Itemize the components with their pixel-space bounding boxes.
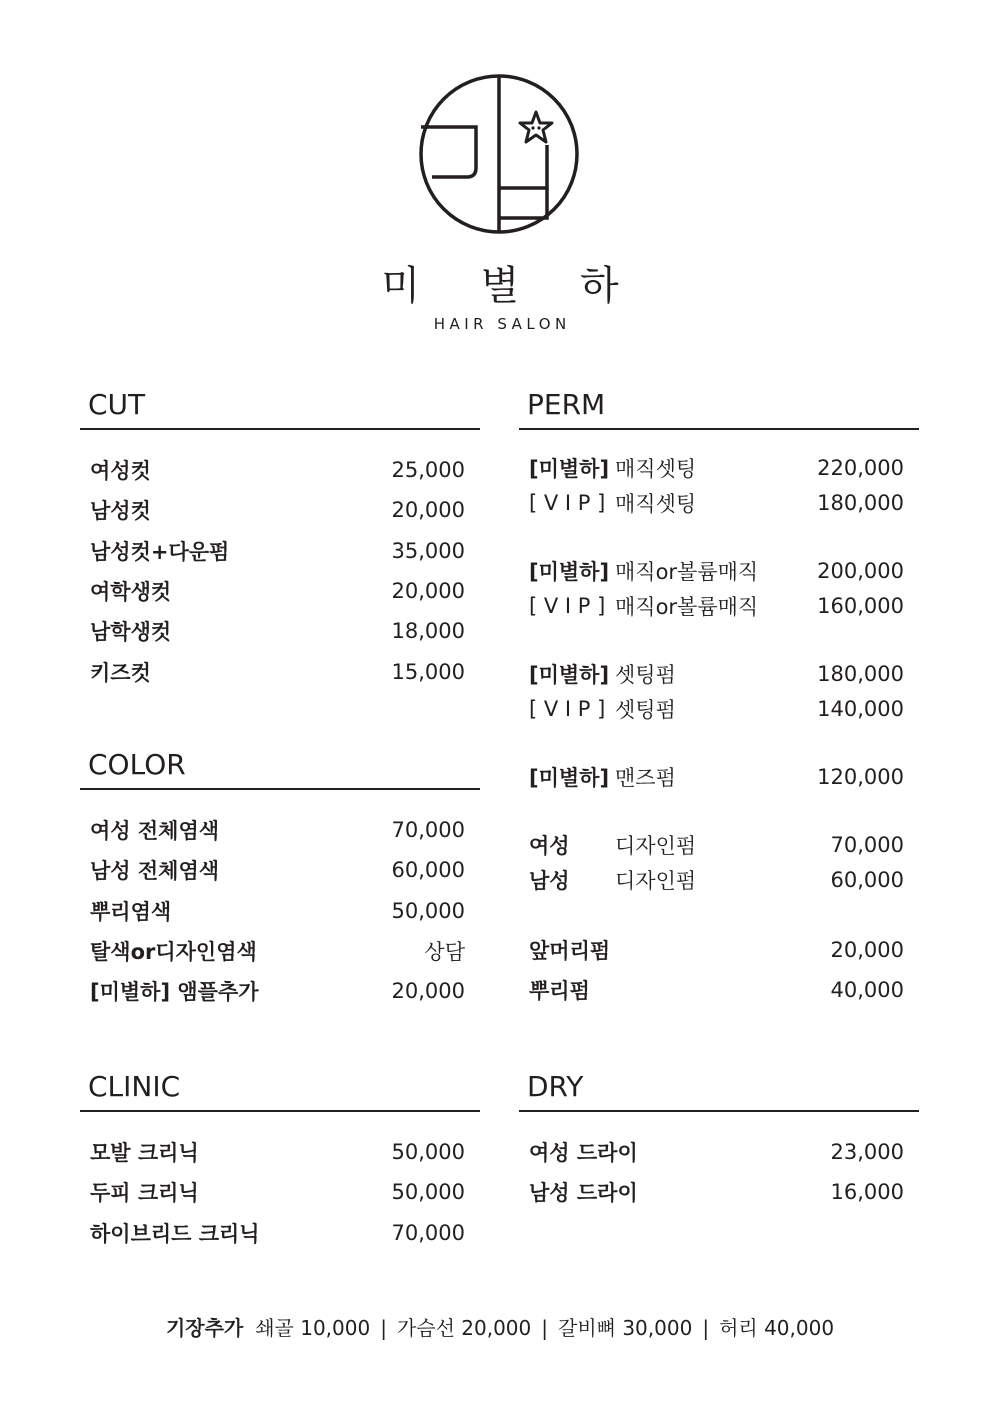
item-name: 남성 전체염색 [90,859,220,884]
perm-price: 200,000 [817,558,904,583]
perm-price: 180,000 [817,661,904,686]
perm-row [529,759,904,794]
perm-price: 140,000 [817,696,904,721]
perm-price: 220,000 [817,455,904,480]
perm-name: 셋팅펌 [615,662,676,687]
perm-row [529,827,904,862]
item-name: [미별하] 앰플추가 [90,980,259,1005]
perm-name: 매직셋팅 [615,456,697,481]
item-name: 탈색or디자인염색 [90,940,257,965]
price-row [529,1132,904,1172]
price-row [90,931,465,971]
price-row [90,651,465,691]
perm-price: 160,000 [817,593,904,618]
item-name: 여학생컷 [90,580,172,605]
footer-separator: | [380,1316,387,1340]
price-row [90,810,465,850]
perm-name: 뿌리펌 [529,979,590,1003]
price-row [90,531,465,571]
perm-tag: [미별하] [529,662,610,687]
perm-row [529,862,904,897]
price-row [90,450,465,490]
color-title: COLOR [80,748,480,790]
perm-row [529,656,904,691]
footer-item: 허리 40,000 [719,1316,835,1340]
item-name: 두피 크리닉 [90,1181,199,1206]
item-name: 키즈컷 [90,660,151,685]
item-price: 20,000 [391,498,465,523]
clinic-section [80,1070,480,1253]
perm-name: 디자인펌 [615,868,697,893]
item-price: 15,000 [391,659,465,684]
price-row [90,850,465,890]
footer-separator: | [541,1316,549,1340]
perm-price: 60,000 [830,867,904,892]
item-name: 모발 크리닉 [90,1141,199,1166]
item-price: 20,000 [391,579,465,604]
item-price: 25,000 [391,458,465,483]
footer-item: 갈비뼈 30,000 [558,1316,693,1340]
price-row [90,1132,465,1172]
item-price: 60,000 [391,858,465,883]
price-row [90,1172,465,1212]
perm-tag: [ V I P ] [529,696,606,721]
perm-price: 180,000 [817,490,904,515]
footer-separator: | [702,1316,710,1340]
item-name: 하이브리드 크리닉 [90,1221,260,1246]
item-name: 뿌리염색 [90,899,172,924]
perm-tag: [미별하] [529,456,610,481]
item-price: 35,000 [391,538,465,563]
dry-section [519,1070,919,1213]
cut-title: CUT [80,388,480,430]
price-row [529,1172,904,1212]
perm-price: 40,000 [830,978,904,1002]
item-name: 여성 전체염색 [90,819,220,844]
item-name: 여성컷 [90,459,151,484]
price-row [90,971,465,1011]
star-circle-logo [418,73,580,235]
perm-name: 앞머리펌 [529,939,611,963]
price-row [90,490,465,530]
item-price: 70,000 [391,818,465,843]
item-price: 50,000 [391,1140,465,1165]
item-price: 50,000 [391,1180,465,1205]
perm-name: 매직or볼륨매직 [615,559,759,584]
perm-row [529,930,904,970]
perm-price: 70,000 [830,832,904,857]
perm-section [519,388,919,1010]
perm-tag: 여성 [529,833,570,858]
perm-row [529,485,904,520]
perm-row [529,970,904,1010]
perm-row [529,450,904,485]
item-name: 남학생컷 [90,620,172,645]
dry-title: DRY [519,1070,919,1112]
brand-name-english: HAIR SALON [433,315,571,333]
perm-name: 맨즈펌 [615,765,676,790]
item-price: 23,000 [830,1140,904,1165]
perm-name: 셋팅펌 [615,697,676,722]
item-name: 남성 드라이 [529,1181,638,1206]
perm-row [529,553,904,588]
perm-name: 매직or볼륨매직 [615,594,759,619]
perm-tag: [미별하] [529,559,610,584]
item-name: 남성컷 [90,499,151,524]
perm-tag: [ V I P ] [529,490,606,515]
perm-price: 20,000 [830,938,904,962]
item-price: 20,000 [391,979,465,1004]
item-price: 50,000 [391,898,465,923]
clinic-title: CLINIC [80,1070,480,1112]
price-row [90,611,465,651]
price-row [90,571,465,611]
item-price: 16,000 [830,1180,904,1205]
price-row [90,1213,465,1253]
perm-row [529,588,904,623]
footer-item: 가슴선 20,000 [396,1316,532,1340]
item-price: 상담 [424,940,465,965]
perm-name: 매직셋팅 [615,491,697,516]
perm-title: PERM [519,388,919,430]
perm-tag: 남성 [529,868,570,893]
perm-name: 디자인펌 [615,833,697,858]
length-surcharge-footer [0,1313,1000,1343]
item-name: 남성컷+다운펌 [90,539,230,564]
perm-tag: [미별하] [529,765,610,790]
item-name: 여성 드라이 [529,1141,638,1166]
brand-name-korean: 미 별 하 [381,263,643,309]
cut-section [80,388,480,692]
item-price: 70,000 [391,1220,465,1245]
perm-tag: [ V I P ] [529,593,606,618]
price-row [90,891,465,931]
footer-item: 쇄골 10,000 [255,1316,371,1340]
footer-lead: 기장추가 [165,1316,244,1340]
item-price: 18,000 [391,619,465,644]
perm-row [529,691,904,726]
color-section [80,748,480,1011]
perm-price: 120,000 [817,764,904,789]
